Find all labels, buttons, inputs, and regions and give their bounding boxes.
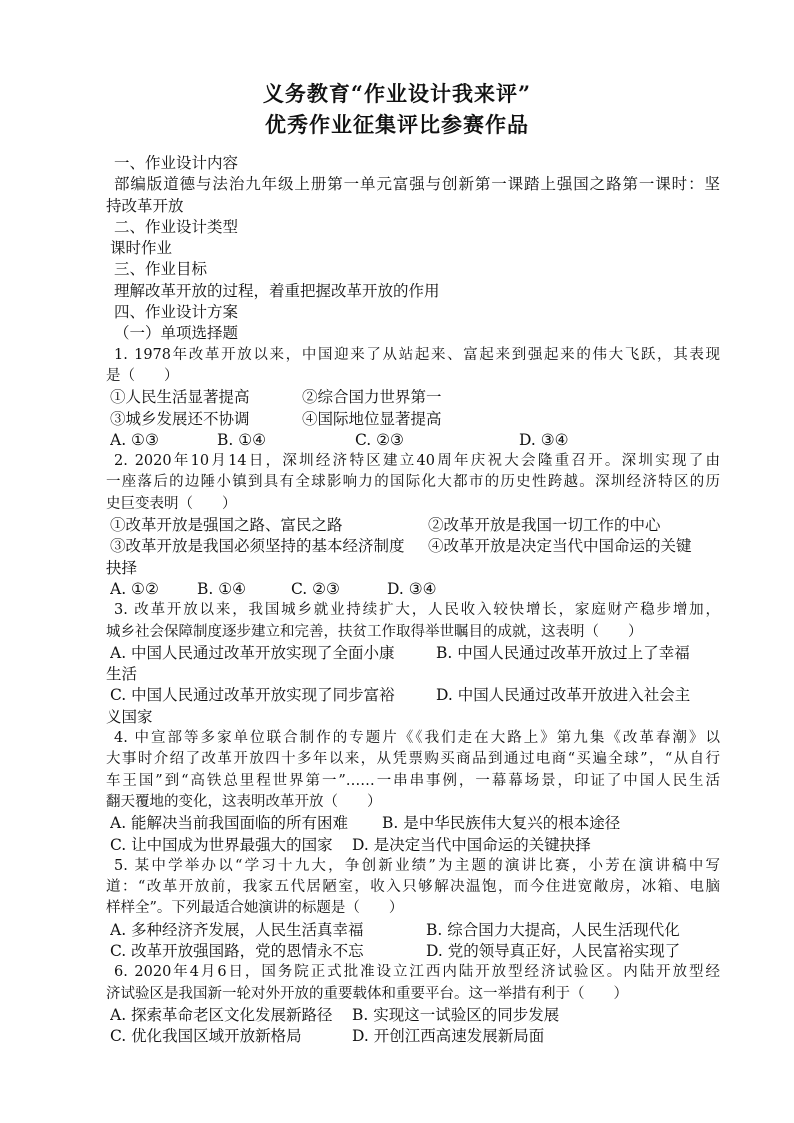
document-title-line2: 优秀作业征集评比参赛作品 bbox=[265, 112, 529, 137]
q4-option-c: C. 让中国成为世界最强大的国家 bbox=[110, 835, 333, 854]
q4-stem: 4. 中宣部等多家单位联合制作的专题片《《我们走在大路上》第九集《改革春潮》以 bbox=[114, 730, 720, 747]
q1-options-row2 bbox=[110, 409, 720, 430]
q3-option-c: C. 中国人民通过改革开放实现了同步富裕 bbox=[110, 686, 395, 705]
section2-text: 课时作业 bbox=[110, 239, 173, 258]
q2-option-4-cont: 抉择 bbox=[106, 558, 138, 577]
q3-stem-cont: 城乡社会保障制度逐步建立和完善，扶贫工作取得举世瞩目的成就，这表明（ ） bbox=[106, 623, 643, 640]
q5-option-b: B. 综合国力大提高，人民生活现代化 bbox=[426, 920, 680, 939]
q2-option-4: ④改革开放是决定当代中国命运的关键 bbox=[428, 537, 692, 556]
section1-text-cont: 持改革开放 bbox=[106, 196, 184, 215]
section3-text: 理解改革开放的过程，着重把握改革开放的作用 bbox=[114, 281, 440, 300]
q4-option-b: B. 是中华民族伟大复兴的根本途径 bbox=[382, 814, 621, 833]
q1-stem-cont: 是（ ） bbox=[106, 367, 179, 384]
document-body bbox=[106, 153, 720, 1047]
q1-options-row1 bbox=[110, 387, 720, 408]
q2-option-1: ①改革开放是强国之路、富民之路 bbox=[110, 516, 343, 535]
q1-answer-a: A. ①③ bbox=[110, 430, 159, 449]
q1-option-4: ④国际地位显著提高 bbox=[302, 409, 442, 428]
q6-stem-cont: 济试验区是我国新一轮对外开放的重要载体和重要平台。这一举措有利于（ ） bbox=[106, 985, 628, 1002]
q6-stem: 6. 2020年4月6日，国务院正式批准设立江西内陆开放型经济试验区。内陆开放型经 bbox=[114, 964, 720, 981]
q5-stem-cont1: 道：“改革开放前，我家五代居陋室，收入只够解决温饱，而今住进宽敞房，冰箱、电脑 bbox=[106, 879, 720, 896]
q3-options-row2 bbox=[110, 685, 720, 706]
q1-answers bbox=[110, 430, 720, 451]
q2-stem: 2. 2020年10月14日，深圳经济特区建立40周年庆祝大会隆重召开。深圳实现了由 bbox=[114, 453, 720, 470]
section2-heading: 二、作业设计类型 bbox=[114, 217, 239, 236]
q1-stem: 1. 1978年改革开放以来，中国迎来了从站起来、富起来到强起来的伟大飞跃，其表现 bbox=[114, 346, 720, 363]
q4-stem-cont2: 车王国”到“高铁总里程世界第一”……一串串事例，一幕幕场景，印证了中国人民生活 bbox=[106, 772, 720, 789]
q4-option-d: D. 是决定当代中国命运的关键抉择 bbox=[352, 835, 591, 854]
q2-option-2: ②改革开放是我国一切工作的中心 bbox=[428, 516, 661, 535]
q5-stem-cont2: 样样全”。下列最适合她演讲的标题是（ ） bbox=[106, 900, 404, 917]
q1-answer-c: C. ②③ bbox=[355, 430, 404, 449]
q1-option-3: ③城乡发展还不协调 bbox=[110, 409, 250, 428]
q2-answer-c: C. ②③ bbox=[291, 579, 340, 598]
section1-text: 部编版道德与法治九年级上册第一单元富强与创新第一课踏上强国之路第一课时：坚 bbox=[114, 175, 720, 194]
q4-options-row2 bbox=[110, 835, 720, 856]
section4-heading: 四、作业设计方案 bbox=[114, 303, 239, 322]
q2-options-row2 bbox=[110, 536, 720, 557]
q4-stem-cont1: 大事时介绍了改革开放四十多年以来，从凭票购买商品到通过电商“买遍全球”，“从自行 bbox=[106, 751, 720, 768]
q4-option-a: A. 能解决当前我国面临的所有困难 bbox=[110, 814, 349, 833]
q5-stem: 5. 某中学举办以“学习十九大，争创新业绩”为主题的演讲比赛，小芳在演讲稿中写 bbox=[114, 857, 720, 874]
q2-answers bbox=[110, 579, 720, 600]
q4-stem-cont3: 翻天覆地的变化，这表明改革开放（ ） bbox=[106, 793, 382, 810]
q1-option-1: ①人民生活显著提高 bbox=[110, 388, 250, 407]
q2-stem-cont1: 一座落后的边陲小镇到具有全球影响力的国际化大都市的历史性跨越。深圳经济特区的历 bbox=[106, 474, 720, 491]
q5-option-a: A. 多种经济齐发展，人民生活真幸福 bbox=[110, 920, 364, 939]
q1-answer-b: B. ①④ bbox=[217, 430, 267, 449]
q3-stem: 3. 改革开放以来，我国城乡就业持续扩大，人民收入较快增长，家庭财产稳步增加， bbox=[114, 602, 720, 619]
q3-option-b-cont: 生活 bbox=[106, 665, 138, 684]
q5-option-c: C. 改革开放强国路，党的恩情永不忘 bbox=[110, 941, 364, 960]
q2-answer-d: D. ③④ bbox=[387, 579, 437, 598]
q3-option-b: B. 中国人民通过改革开放过上了幸福 bbox=[436, 643, 690, 662]
section4-subheading: （一）单项选择题 bbox=[114, 324, 239, 343]
q1-option-2: ②综合国力世界第一 bbox=[302, 388, 442, 407]
q5-option-d: D. 党的领导真正好，人民富裕实现了 bbox=[426, 941, 681, 960]
section1-heading: 一、作业设计内容 bbox=[114, 154, 239, 172]
q6-options-row2 bbox=[110, 1026, 720, 1047]
q6-option-b: B. 实现这一试验区的同步发展 bbox=[352, 1005, 560, 1024]
q2-stem-cont2: 史巨变表明（ ） bbox=[106, 495, 237, 512]
q6-option-c: C. 优化我国区域开放新格局 bbox=[110, 1027, 302, 1046]
section3-heading: 三、作业目标 bbox=[114, 260, 208, 279]
q2-answer-b: B. ①④ bbox=[197, 579, 247, 598]
q6-option-d: D. 开创江西高速发展新局面 bbox=[352, 1027, 545, 1046]
q2-options-row1 bbox=[110, 515, 720, 536]
q2-option-3: ③改革开放是我国必须坚持的基本经济制度 bbox=[110, 537, 405, 556]
q3-option-d: D. 中国人民通过改革开放进入社会主 bbox=[436, 686, 691, 705]
q3-option-a: A. 中国人民通过改革开放实现了全面小康 bbox=[110, 643, 395, 662]
document-title-line1: 义务教育“作业设计我来评” bbox=[262, 81, 532, 106]
q3-options-row1 bbox=[110, 643, 720, 664]
q5-options-row2 bbox=[110, 941, 720, 962]
q4-options-row1 bbox=[110, 813, 720, 834]
q6-options-row1 bbox=[110, 1005, 720, 1026]
q1-answer-d: D. ③④ bbox=[519, 430, 569, 449]
q5-options-row1 bbox=[110, 920, 720, 941]
q3-option-d-cont: 义国家 bbox=[106, 707, 153, 726]
q2-answer-a: A. ①② bbox=[110, 579, 159, 598]
q6-option-a: A. 探索革命老区文化发展新路径 bbox=[110, 1005, 333, 1024]
